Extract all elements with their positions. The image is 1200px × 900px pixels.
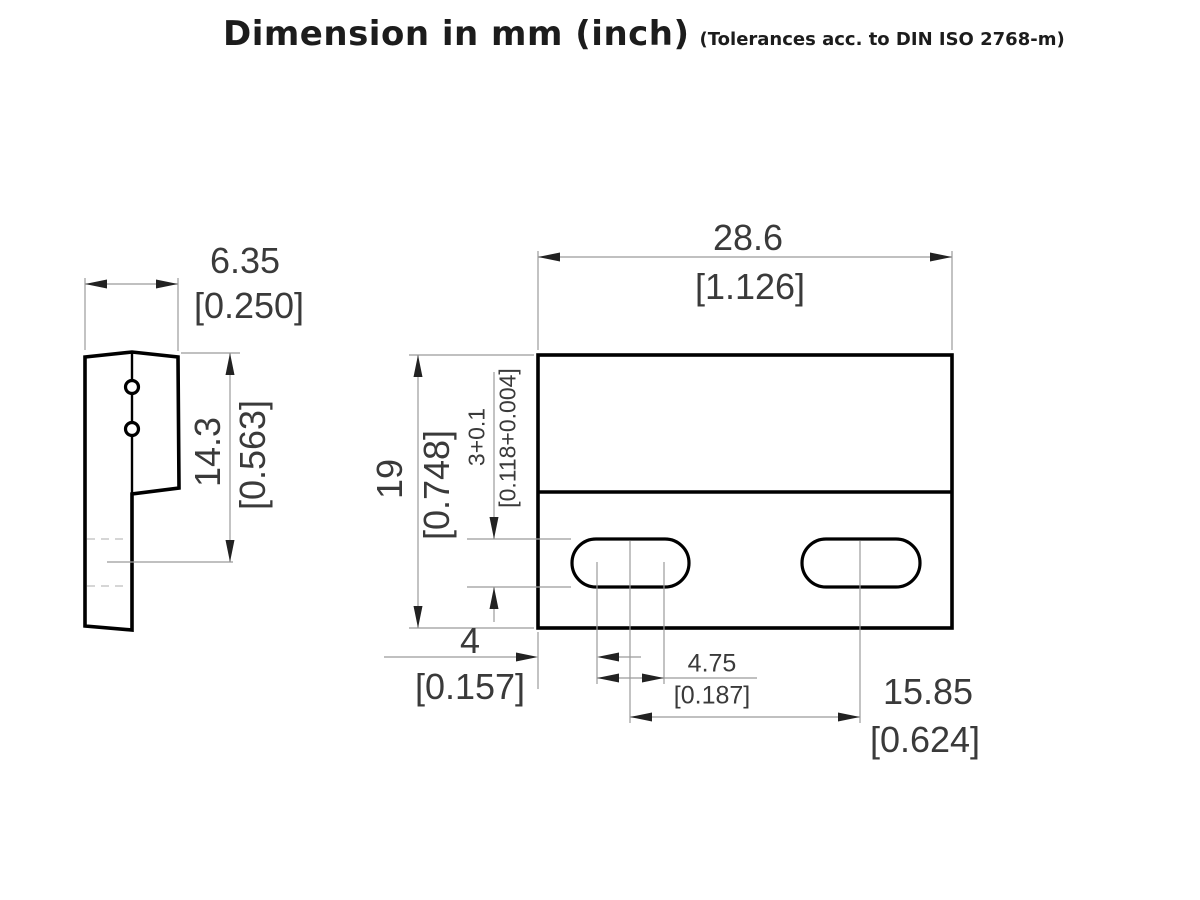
dim-slot-spacing-inch: [0.624]	[869, 719, 981, 760]
side-view	[85, 352, 179, 630]
rivet-hole-top	[126, 381, 139, 394]
dim-width-mm: 28.6	[712, 217, 784, 258]
dim-edge-to-slot-mm: 4	[459, 620, 481, 661]
slot-right	[802, 539, 920, 587]
dim-thickness-lines	[85, 278, 178, 351]
dim-slot-spacing-mm: 15.85	[882, 671, 974, 712]
dim-thickness-inch: [0.250]	[193, 285, 305, 326]
dim-width-inch: [1.126]	[694, 266, 806, 307]
dim-slot-width-arrows	[490, 517, 499, 609]
rivet-hole-bottom	[126, 423, 139, 436]
dim-edge-to-slot-arrows	[516, 653, 619, 662]
page-title: Dimension in mm (inch)	[223, 14, 690, 54]
dim-slot-length-inch: [0.187]	[673, 681, 751, 710]
dim-slot-width-inch: [0.118+0.004]	[494, 368, 521, 508]
dim-thickness-mm: 6.35	[209, 240, 281, 281]
dim-slot-length-mm: 4.75	[687, 649, 737, 678]
dim-edge-to-slot-inch: [0.157]	[414, 666, 526, 707]
front-view	[538, 355, 952, 628]
dim-height-inch: [0.748]	[416, 429, 457, 541]
dim-slot-width-mm: 3+0.1	[463, 407, 490, 467]
dim-height-mm: 19	[369, 458, 410, 500]
dim-side-height-mm: 14.3	[187, 416, 228, 488]
dim-side-height-inch: [0.563]	[232, 399, 273, 511]
tolerance-note: (Tolerances acc. to DIN ISO 2768-m)	[699, 29, 1065, 50]
